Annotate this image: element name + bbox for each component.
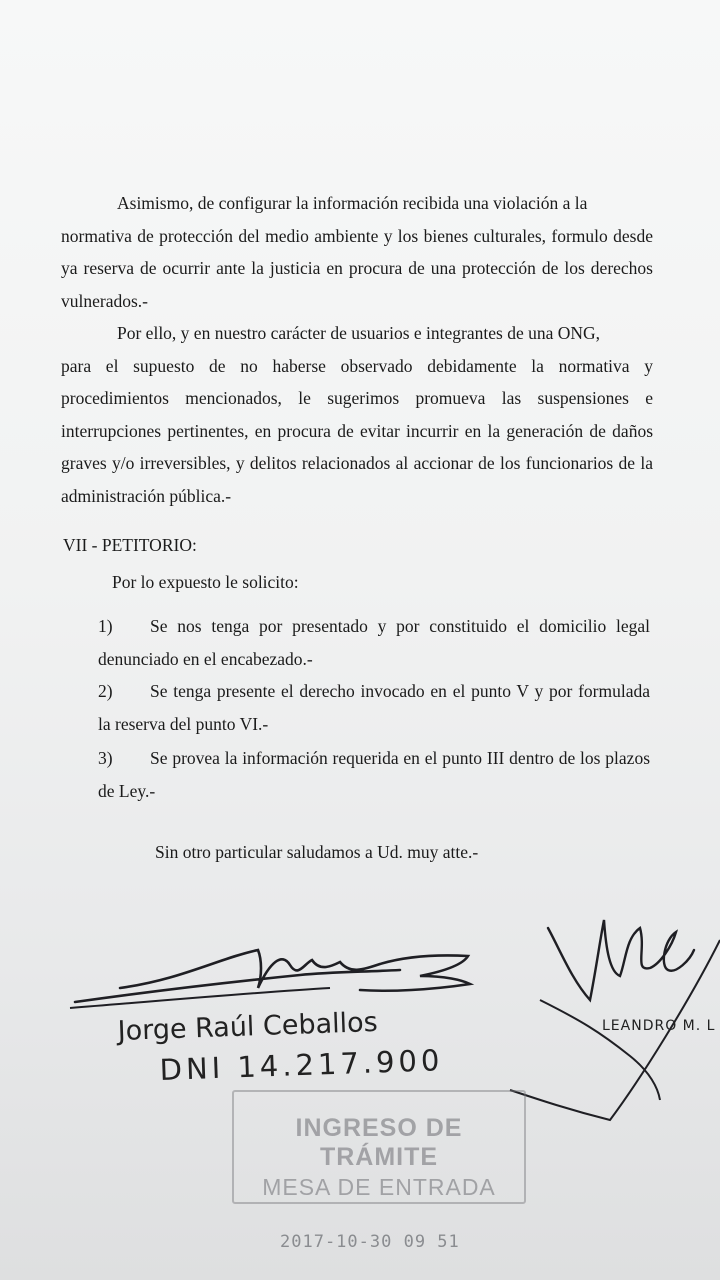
paragraph-line: Asimismo, de configurar la información recibida una violación a la <box>117 193 588 213</box>
item-text: formulada la reserva del punto VI.- <box>98 681 650 734</box>
item-number: 1) <box>98 616 113 636</box>
item-text: plazos de Ley.- <box>98 748 651 801</box>
paragraph-line: Por ello, y en nuestro carácter de usuarios e integrantes de una ONG, <box>117 323 601 343</box>
stamp-line-2: MESA DE ENTRADA <box>262 1174 496 1200</box>
left-signature-name: Jorge Raúl Ceballos <box>117 1006 379 1047</box>
item-text: Se nos tenga por presentado y por constituido el domicilio legal <box>150 616 650 636</box>
paragraph-line: funcionarios de la administración pública.- <box>61 453 654 506</box>
petitorio-intro: Por lo expuesto le solicito: <box>112 572 299 592</box>
closing-line: Sin otro particular saludamos a Ud. muy atte.- <box>155 842 479 862</box>
item-text: Se provea la información requerida en el punto III dentro de los <box>150 748 601 768</box>
right-signature-name: LEANDRO M. L <box>602 1018 716 1034</box>
signatures-area <box>0 880 720 1280</box>
petitorio-item <box>98 742 650 808</box>
stamp-line-1: INGRESO DE TRÁMITE <box>295 1114 463 1171</box>
item-text: Se tenga presente el derecho invocado en el punto V y por <box>150 681 573 701</box>
paragraph-reserva <box>61 187 653 317</box>
left-signature-scribble <box>75 950 470 1002</box>
reception-stamp <box>232 1090 526 1204</box>
stamp-datetime: 2017-10-30 09 51 <box>280 1232 460 1252</box>
paragraph-line: para el supuesto de no haberse observado debidamente la normativa y <box>61 355 653 376</box>
right-signature-scribble <box>548 920 694 1000</box>
paragraph-line: daños graves y/o irreversibles, y delitos relacionados al accionar de los <box>61 420 653 473</box>
petitorio-item <box>98 610 650 676</box>
paragraph-line: desde ya reserva de ocurrir ante la justicia en procura de una protección de <box>61 225 653 278</box>
left-signature-id: DNI 14.217.900 <box>159 1043 444 1087</box>
paragraph-line: normativa de protección del medio ambiente y los bienes culturales, formulo <box>61 225 608 246</box>
item-text: denunciado en el encabezado.- <box>98 649 313 669</box>
paragraph-line: procedimientos mencionados, le sugerimos promueva las suspensiones e <box>61 388 653 408</box>
section-heading-petitorio: VII - PETITORIO: <box>63 535 197 555</box>
paragraph-line: interrupciones pertinentes, en procura de evitar incurrir en la generación de <box>61 420 606 441</box>
petitorio-item <box>98 675 650 741</box>
paragraph-sugerencia <box>61 317 653 512</box>
item-number: 2) <box>98 681 113 701</box>
paragraph-line: los derechos vulnerados.- <box>61 258 653 311</box>
item-number: 3) <box>98 748 113 768</box>
